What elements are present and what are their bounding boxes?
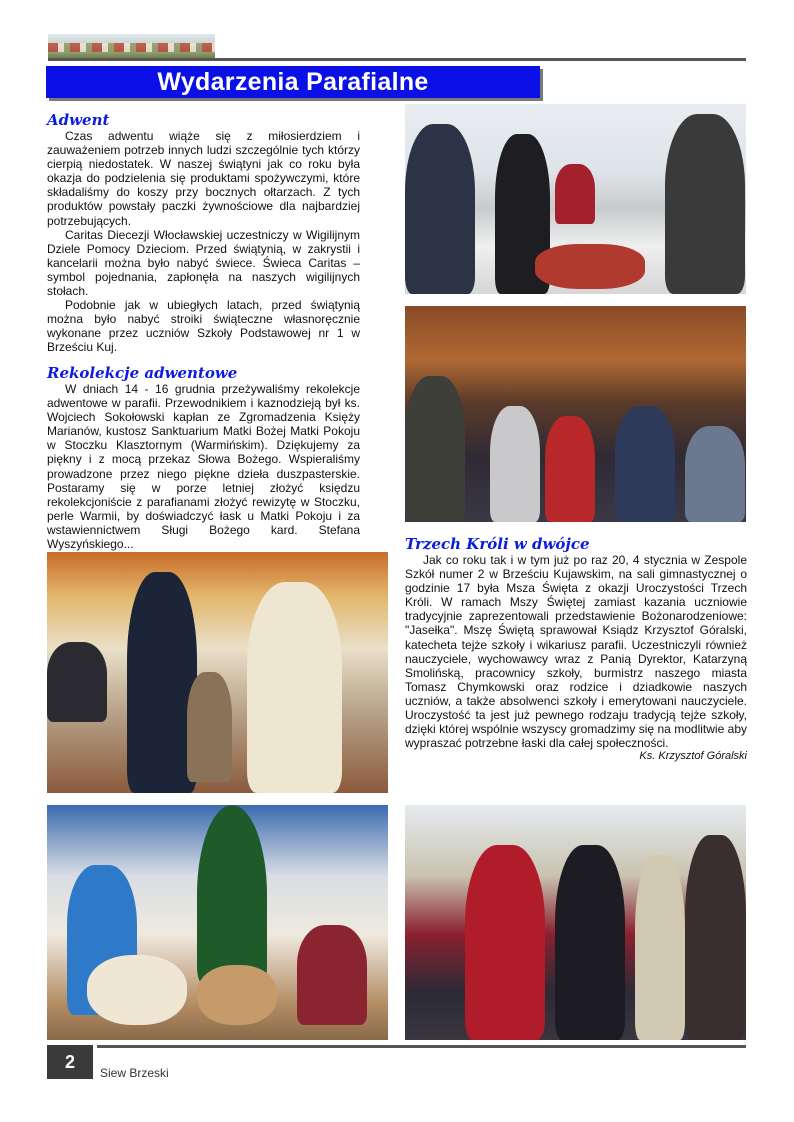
publication-name: Siew Brzeski [100, 1066, 169, 1080]
photo-nativity-play [47, 805, 388, 1040]
adwent-paragraph-1: Czas adwentu wiąże się z miłosierdziem i zauważeniem potrzeb innych ludzi szczególnie tych którzy cierpią niedostatek. W naszej świątyni jak co roku była okazja do podzielenia się produktami spożywczymi, które składaliśmy do koszy przy bocznych ołtarzach. Z tych produktów powstały paczki żywnościowe dla najbardziej potrzebujących. [47, 129, 360, 228]
photo-outdoor-blessing [405, 104, 746, 294]
adwent-section [47, 111, 360, 355]
rekolekcje-paragraph: W dniach 14 - 16 grudnia przeżywaliśmy rekolekcje adwentowe w parafii. Przewodnikiem i kaznodzieją był ks. Wojciech Sokołowski kapłan ze Zgromadzenia Księży Marianów, kustosz Sanktuarium Matki Bożej Matki Pokoju w Stoczku Klasztornym (Warmińskim). Dziękujemy za piękny i z mocą przekaz Słowa Bożego. Wspieraliśmy prowadzone przez niego piękne dzieła duszpasterskie. Postaramy się w porze letniej złożyć księdzu rekolekcjoniście z parafianami złożyć rewizytę w Stoczku, perle Warmii, by doświadczyć łask u Matki Pokoju i za wstawiennictwem Sługi Bożego kard. Stefana Wyszyńskiego... [47, 382, 360, 552]
photo-retreat-children [47, 552, 388, 793]
trzech-kroli-paragraph: Jak co roku tak i w tym już po raz 20, 4 stycznia w Zespole Szkół numer 2 w Brześciu Kujawskim, na sali gimnastycznej o godzinie 17 była Msza Święta z okazji Uroczystości Trzech Króli. W ramach Mszy Świętej zamiast kazania uczniowie tradycyjnie zaprezentowali przedstawienie Bożonarodzeniowe: "Jasełka". Mszę Świętą sprawował Ksiądz Krzysztof Góralski, katecheta tejże szkoły i wikariusz parafii. Uczestniczyli również nauczyciele, wychowawcy wraz z Panią Dyrektor, Katarzyną Smolińską, pracownicy szkoły, burmistrz naszego miasta Tomasz Chymkowski oraz rodzice i dziadkowie naszych uczniów, a także absolwenci szkoły i emerytowani nauczyciele. Uroczystość ta jest już pewnego rodzaju tradycją tejże szkoły, dzięki której wspólnie wszyscy gromadzimy się na modlitwie aby wypraszać potrzebne łaski dla całej społeczności. [405, 553, 747, 751]
header-rule [48, 58, 746, 61]
rekolekcje-title: Rekolekcje adwentowe [47, 364, 238, 382]
header-town-image [48, 34, 215, 58]
photo-three-kings [405, 805, 746, 1040]
rekolekcje-section [47, 364, 360, 551]
adwent-paragraph-3: Podobnie jak w ubiegłych latach, przed świątynią można było nabyć stroiki świąteczne własnoręcznie wykonane przez uczniów Szkoły Podstawowej nr 1 w Brześciu Kuj. [47, 298, 360, 355]
page-number: 2 [47, 1045, 93, 1079]
photo-church-interior [405, 306, 746, 522]
banner-title: Wydarzenia Parafialne [157, 67, 429, 96]
signature: Ks. Krzysztof Góralski [639, 750, 747, 763]
trzech-kroli-title: Trzech Króli w dwójce [405, 535, 590, 553]
trzech-kroli-section [405, 535, 747, 762]
footer-rule [97, 1045, 746, 1048]
adwent-title: Adwent [47, 111, 110, 129]
adwent-paragraph-2: Caritas Diecezji Włocławskiej uczestniczy w Wigilijnym Dziele Pomocy Dzieciom. Przed świątynią, w zakrystii i kancelarii można było nabyć świece. Świeca Caritas – symbol pojednania, zapłonęła na naszych wigilijnych stołach. [47, 227, 360, 299]
section-banner [46, 66, 540, 98]
